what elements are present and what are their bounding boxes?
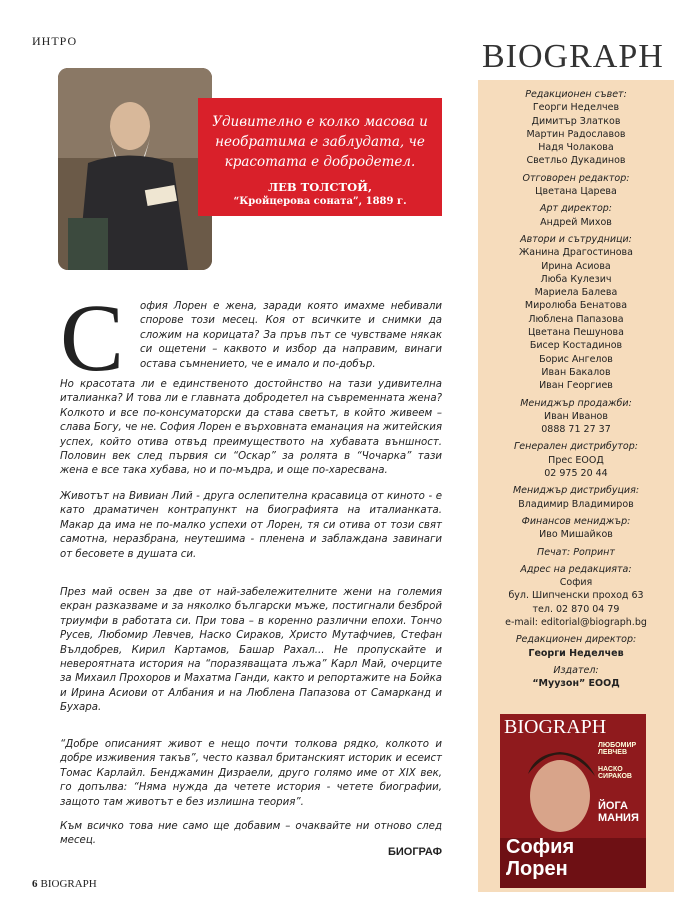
editorial-board-member: Мартин Радославов: [526, 128, 626, 140]
portrait-image: [58, 68, 212, 270]
art-director-label: Арт директор:: [539, 203, 612, 215]
footer-brand: BIOGRAPH: [40, 878, 97, 890]
author: Мариела Балева: [534, 287, 618, 299]
art-director: Андрей Михов: [540, 216, 612, 228]
address-phone: тел. 02 870 04 79: [532, 603, 620, 615]
quote-source: “Кройцерова соната”, 1889 г.: [233, 196, 407, 207]
author: Миролюба Бенатова: [524, 300, 628, 312]
distributor-phone: 02 975 20 44: [544, 468, 608, 480]
author: Иван Георгиев: [539, 380, 613, 392]
magazine-cover: [500, 714, 646, 888]
editorial-director-label: Редакционен директор:: [515, 634, 637, 646]
finance-manager: Иво Мишайков: [539, 529, 613, 541]
author: Борис Ангелов: [539, 353, 613, 365]
editorial-director: Георги Неделчев: [528, 647, 624, 659]
article-paragraph-2: Но красотата ли е единственото достойнство на тази удивителна италианка? И това ли е главната добродетел на съвременната жена? Колкото и все по-консуматорски да става светът, в който живеем – слава Богу, че не. София Лорен е върховната еманация на житейския успех, който отива отвъд преимуществото на хубавата външност. Половин век след първия си “Оскар” за ролята в “Чочарка” тази жена е все така хубава, но и по-мъдра, и още по-харесвана.: [60, 379, 442, 477]
brand-logo: BIOGRAPH: [482, 38, 664, 75]
publisher: “Муузон” ЕООД: [532, 678, 620, 690]
finance-manager-label: Финансов мениджър:: [521, 515, 631, 527]
responsible-editor-label: Отговорен редактор:: [522, 172, 630, 184]
author: Люблена Папазова: [528, 313, 624, 325]
distributor: Прес ЕООД: [548, 454, 604, 466]
quote-author: ЛЕВ ТОЛСТОЙ,: [268, 180, 372, 194]
author: Ирина Асиова: [541, 260, 611, 272]
article-paragraph-4: През май освен за две от най-забележителните жени на големия екран разказваме и за няколко български мъже, постигнали безброй триумфи в работата си. При това – в коренно различни епохи. Тончо Русев, Любомир Левчев, Наско Сираков, Христо Мутафчиев, Стефан Вълдобрев, Кирил Картамов, Башар Рахал... Не пропускайте и невероятната история на “поразяващата лъжа” Карл Май, очерците за Михаил Прохоров и Махатма Ганди, както и репортажите на Бойка и Ирина Асиови от Албания и на Люблена Папазова от Самарканд и Бухара.: [60, 587, 442, 714]
editorial-board-member: Георги Неделчев: [532, 102, 620, 114]
cover-title: София Лорен: [506, 836, 575, 880]
sales-phone: 0888 71 27 37: [541, 424, 611, 436]
article-paragraph-6: Към всичко това ние само ще добавим – очаквайте ни отново след месец.: [60, 821, 442, 847]
publisher-label: Издател:: [553, 664, 599, 676]
author: Цветана Пешунова: [528, 327, 624, 339]
editorial-board-member: Светльо Дукадинов: [526, 155, 626, 167]
article-paragraph-5: “Добре описаният живот е нещо почти толкова рядко, колкото и добре изживения такъв”, често казвал британският историк и есеист Томас Карлайл. Бенджамин Дизраели, друго голямо име от XIX век, го допълва: “Няма нужда да четете история - четете биографии, защото там животът е без излишна теория”.: [60, 739, 442, 808]
distribution-manager-label: Мениджър дистрибуция:: [512, 485, 640, 497]
author: Люба Кулезич: [540, 273, 612, 285]
authors-label: Автори и сътрудници:: [520, 233, 632, 245]
distributor-label: Генерален дистрибутор:: [514, 441, 638, 453]
editorial-board-member: Надя Чолакова: [538, 142, 614, 154]
article-paragraph-1: офия Лорен е жена, заради която имахме небивали спорове този месец. Коя от всичките и снимки да сложим на корицата? За пръв път се чувстваме някак си ощетени – каквото и избор да направим, винаги остава съмнението, че е имало и по-добър.: [140, 301, 442, 370]
quote-text: Удивително е колко масова и необратима е заблудата, че красотата е добродетел.: [212, 114, 428, 170]
section-label: ИНТРО: [32, 34, 78, 48]
signature: БИОГРАФ: [387, 846, 442, 858]
author: Жанина Драгостинова: [519, 247, 633, 259]
address-street: бул. Шипченски проход 63: [508, 590, 644, 602]
cover-tag: НАСКО СИРАКОВ: [598, 766, 632, 780]
address-label: Адрес на редакцията:: [520, 563, 632, 575]
editorial-board-label: Редакционен съвет:: [525, 89, 627, 100]
author: Бисер Костадинов: [529, 340, 623, 352]
cover-tag: ЛЮБОМИР ЛЕВЧЕВ: [598, 742, 637, 756]
editorial-board-member: Димитър Златков: [531, 115, 621, 127]
print-label: Печат: Ропринт: [537, 546, 615, 558]
page-footer: [32, 878, 97, 890]
page-number: 6: [32, 878, 38, 890]
cover-tag: ЙОГА МАНИЯ: [598, 800, 639, 824]
article-paragraph-3: Животът на Вивиан Лий - друга ослепителна красавица от киното - е като драматичен контрапункт на биографията на италианката. Макар да има не по-малко успехи от Лорен, тя си отива от този свят самотна, неразбрана, неутешима - пленена и заблаждана завинаги от бесовете в душата си.: [60, 491, 442, 560]
sales-manager: Иван Иванов: [544, 410, 608, 422]
quote-box: [198, 98, 442, 216]
responsible-editor: Цветана Царева: [535, 186, 617, 198]
address-city: София: [559, 577, 593, 589]
distribution-manager: Владимир Владимиров: [518, 498, 634, 510]
author: Иван Бакалов: [541, 366, 611, 378]
cover-masthead: BIOGRAPH: [504, 716, 607, 738]
sales-manager-label: Мениджър продажби:: [520, 397, 632, 409]
drop-cap: С: [60, 284, 125, 391]
address-email: e-mail: editorial@biograph.bg: [505, 616, 647, 628]
